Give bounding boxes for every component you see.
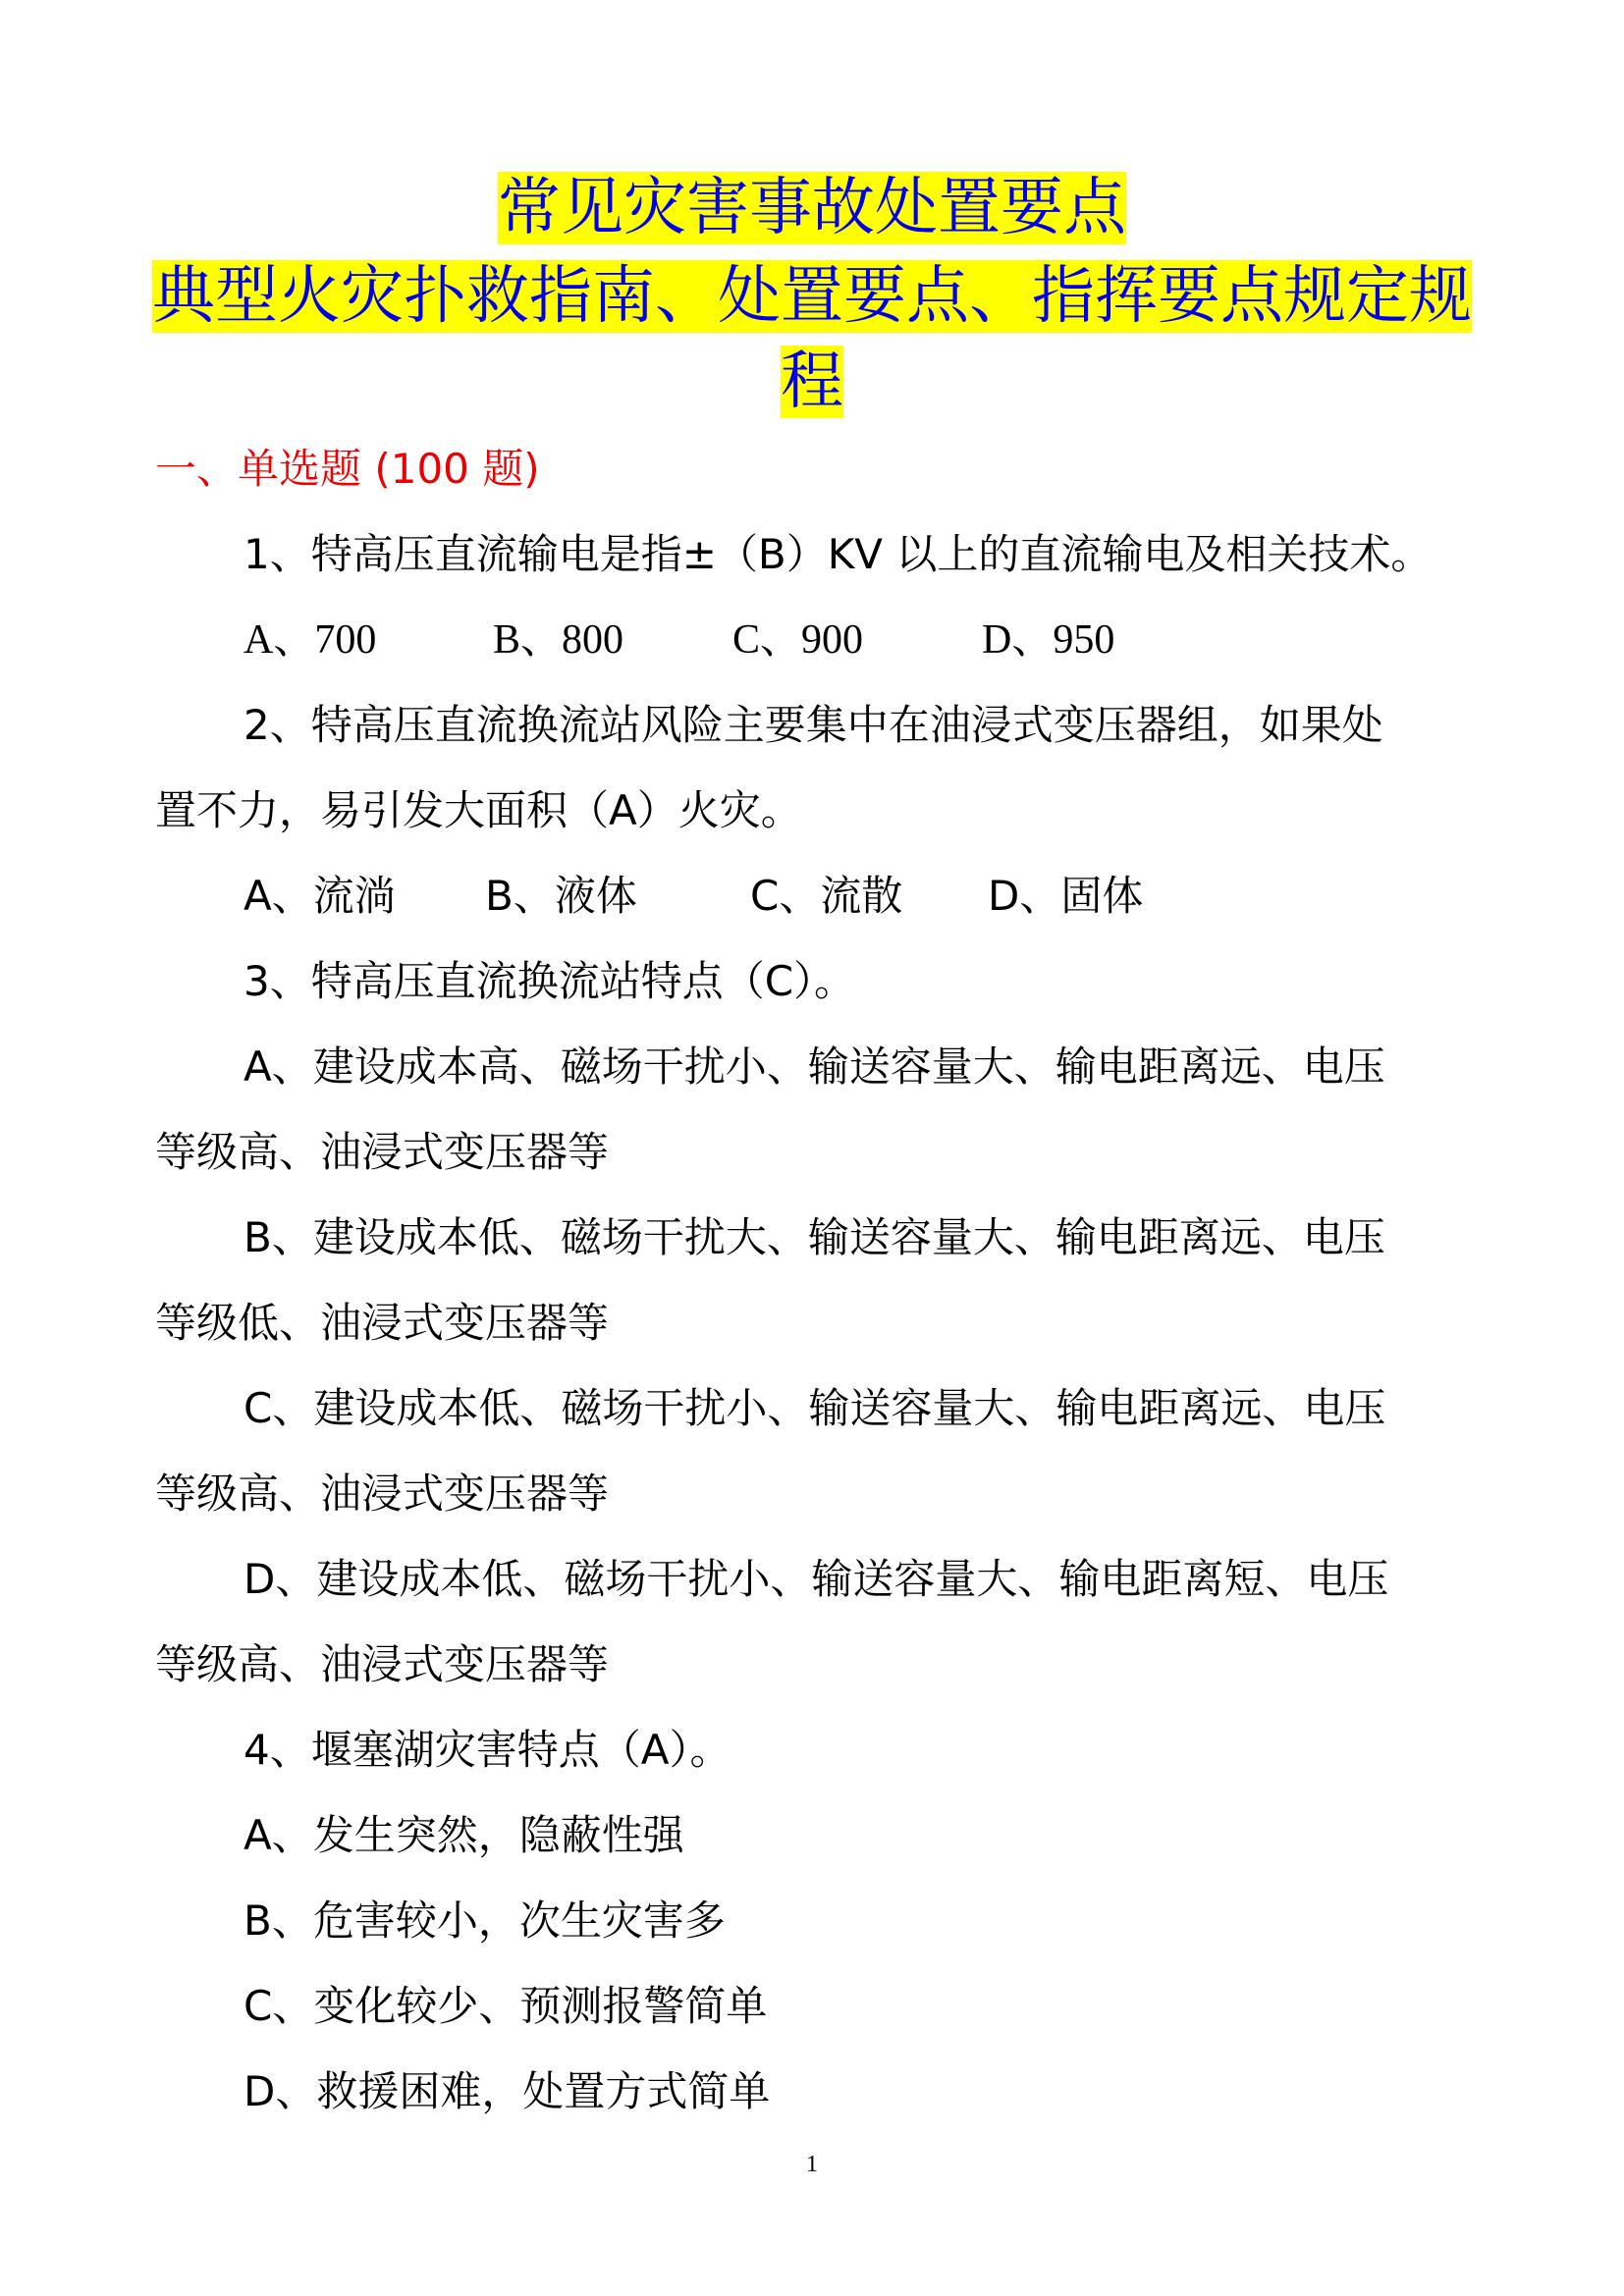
q3-option-b-line-1: B、建设成本低、磁场干扰大、输送容量大、输电距离远、电压: [244, 1213, 1385, 1261]
q1-option-d: D、950: [982, 617, 1115, 663]
title-line-3: 程: [781, 346, 843, 418]
q2-option-a: A、流淌: [244, 872, 396, 920]
q3-option-c-line-1: C、建设成本低、磁场干扰小、输送容量大、输电距离远、电压: [244, 1384, 1386, 1432]
q3-option-d-line-2: 等级高、油浸式变压器等: [155, 1640, 610, 1688]
q3-option-a-line-2: 等级高、油浸式变压器等: [155, 1128, 610, 1176]
question-3-stem: 3、特高压直流换流站特点（C）。: [244, 957, 856, 1005]
question-4-stem: 4、堰塞湖灾害特点（A）。: [244, 1726, 731, 1774]
q4-option-d: D、救援困难，处置方式简单: [244, 2067, 771, 2115]
question-2-stem-line-2: 置不力，易引发大面积（A）火灾。: [155, 786, 802, 834]
q4-option-b: B、危害较小，次生灾害多: [244, 1896, 726, 1945]
q3-option-a-line-1: A、建设成本高、磁场干扰小、输送容量大、输电距离远、电压: [244, 1042, 1385, 1091]
q4-option-c: C、变化较少、预测报警简单: [244, 1982, 768, 2030]
q4-option-a: A、发生突然，隐蔽性强: [244, 1811, 684, 1859]
q1-option-a: A、700: [244, 617, 377, 663]
section-heading: 一、单选题 (100 题): [155, 445, 540, 493]
title-line-2: 典型火灾扑救指南、处置要点、指挥要点规定规: [152, 260, 1472, 333]
question-1-stem: 1、特高压直流输电是指±（B）KV 以上的直流输电及相关技术。: [244, 530, 1433, 578]
q2-option-b: B、液体: [485, 872, 637, 920]
q2-option-c: C、流散: [750, 872, 903, 920]
q3-option-c-line-2: 等级高、油浸式变压器等: [155, 1469, 610, 1518]
q1-option-b: B、800: [493, 617, 624, 663]
q3-option-d-line-1: D、建设成本低、磁场干扰小、输送容量大、输电距离短、电压: [244, 1555, 1389, 1603]
title-line-1: 常见灾害事故处置要点: [498, 172, 1126, 244]
question-2-stem-line-1: 2、特高压直流换流站风险主要集中在油浸式变压器组，如果处: [244, 701, 1383, 749]
q1-option-c: C、900: [732, 617, 864, 663]
q3-option-b-line-2: 等级低、油浸式变压器等: [155, 1299, 610, 1347]
page-number: 1: [806, 2152, 818, 2177]
q2-option-d: D、固体: [988, 872, 1144, 920]
